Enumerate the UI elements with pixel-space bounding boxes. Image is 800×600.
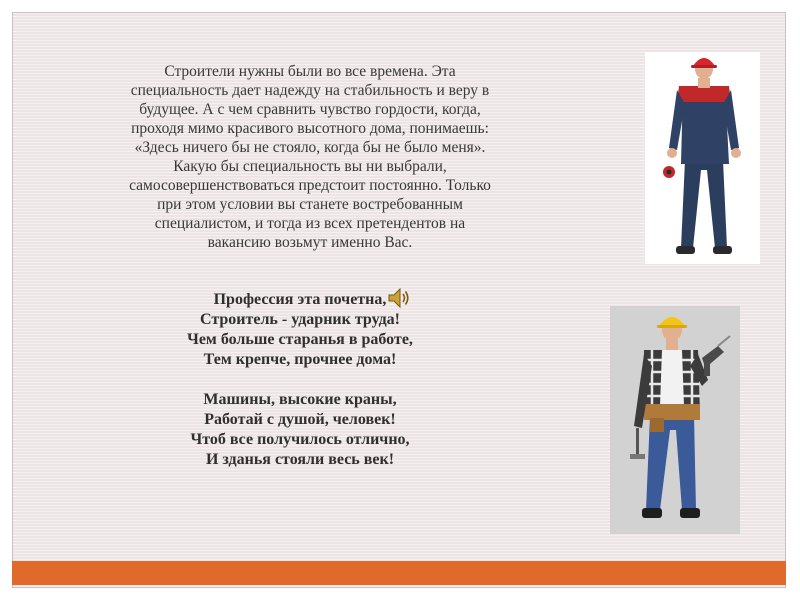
intro-line: проходя мимо красивого высотного дома, понимаешь: <box>131 120 489 137</box>
accent-bar <box>12 561 786 585</box>
intro-text <box>40 62 580 252</box>
poem-line: Профессия эта почетна, <box>213 291 387 308</box>
poem-stanza-2 <box>120 390 480 470</box>
intro-line: «Здесь ничего бы не стояло, когда бы не было меня». <box>134 139 486 156</box>
speaker-icon[interactable] <box>386 285 412 311</box>
poem-line: Чем больше старанья в работе, <box>187 331 413 348</box>
poem-stanza-1 <box>120 290 480 370</box>
intro-line: Строители нужны были во все времена. Эта <box>164 63 456 80</box>
poem-line: Строитель - ударник труда! <box>199 311 401 328</box>
intro-line: самосовершенствоваться предстоит постоянно. Только <box>129 177 491 194</box>
poem-line: Тем крепче, прочнее дома! <box>203 351 397 368</box>
poem-line: Чтоб все получилось отлично, <box>190 431 410 448</box>
intro-line: специальность дает надежду на стабильность и веру в <box>130 82 490 99</box>
poem-line: И зданья стояли весь век! <box>205 451 395 468</box>
builder-photo-overalls <box>645 52 760 264</box>
intro-line: специалистом, и тогда из всех претендентов на <box>154 215 466 232</box>
intro-line: Какую бы специальность вы ни выбрали, <box>173 158 447 175</box>
poem-line: Машины, высокие краны, <box>203 391 397 408</box>
poem-line: Работай с душой, человек! <box>204 411 396 428</box>
intro-line: при этом условии вы станете востребованным <box>157 196 463 213</box>
builder-photo-drill <box>610 306 740 534</box>
intro-line: будущее. А с чем сравнить чувство гордости, когда, <box>139 101 481 118</box>
intro-line: вакансию возьмут именно Вас. <box>207 234 413 251</box>
